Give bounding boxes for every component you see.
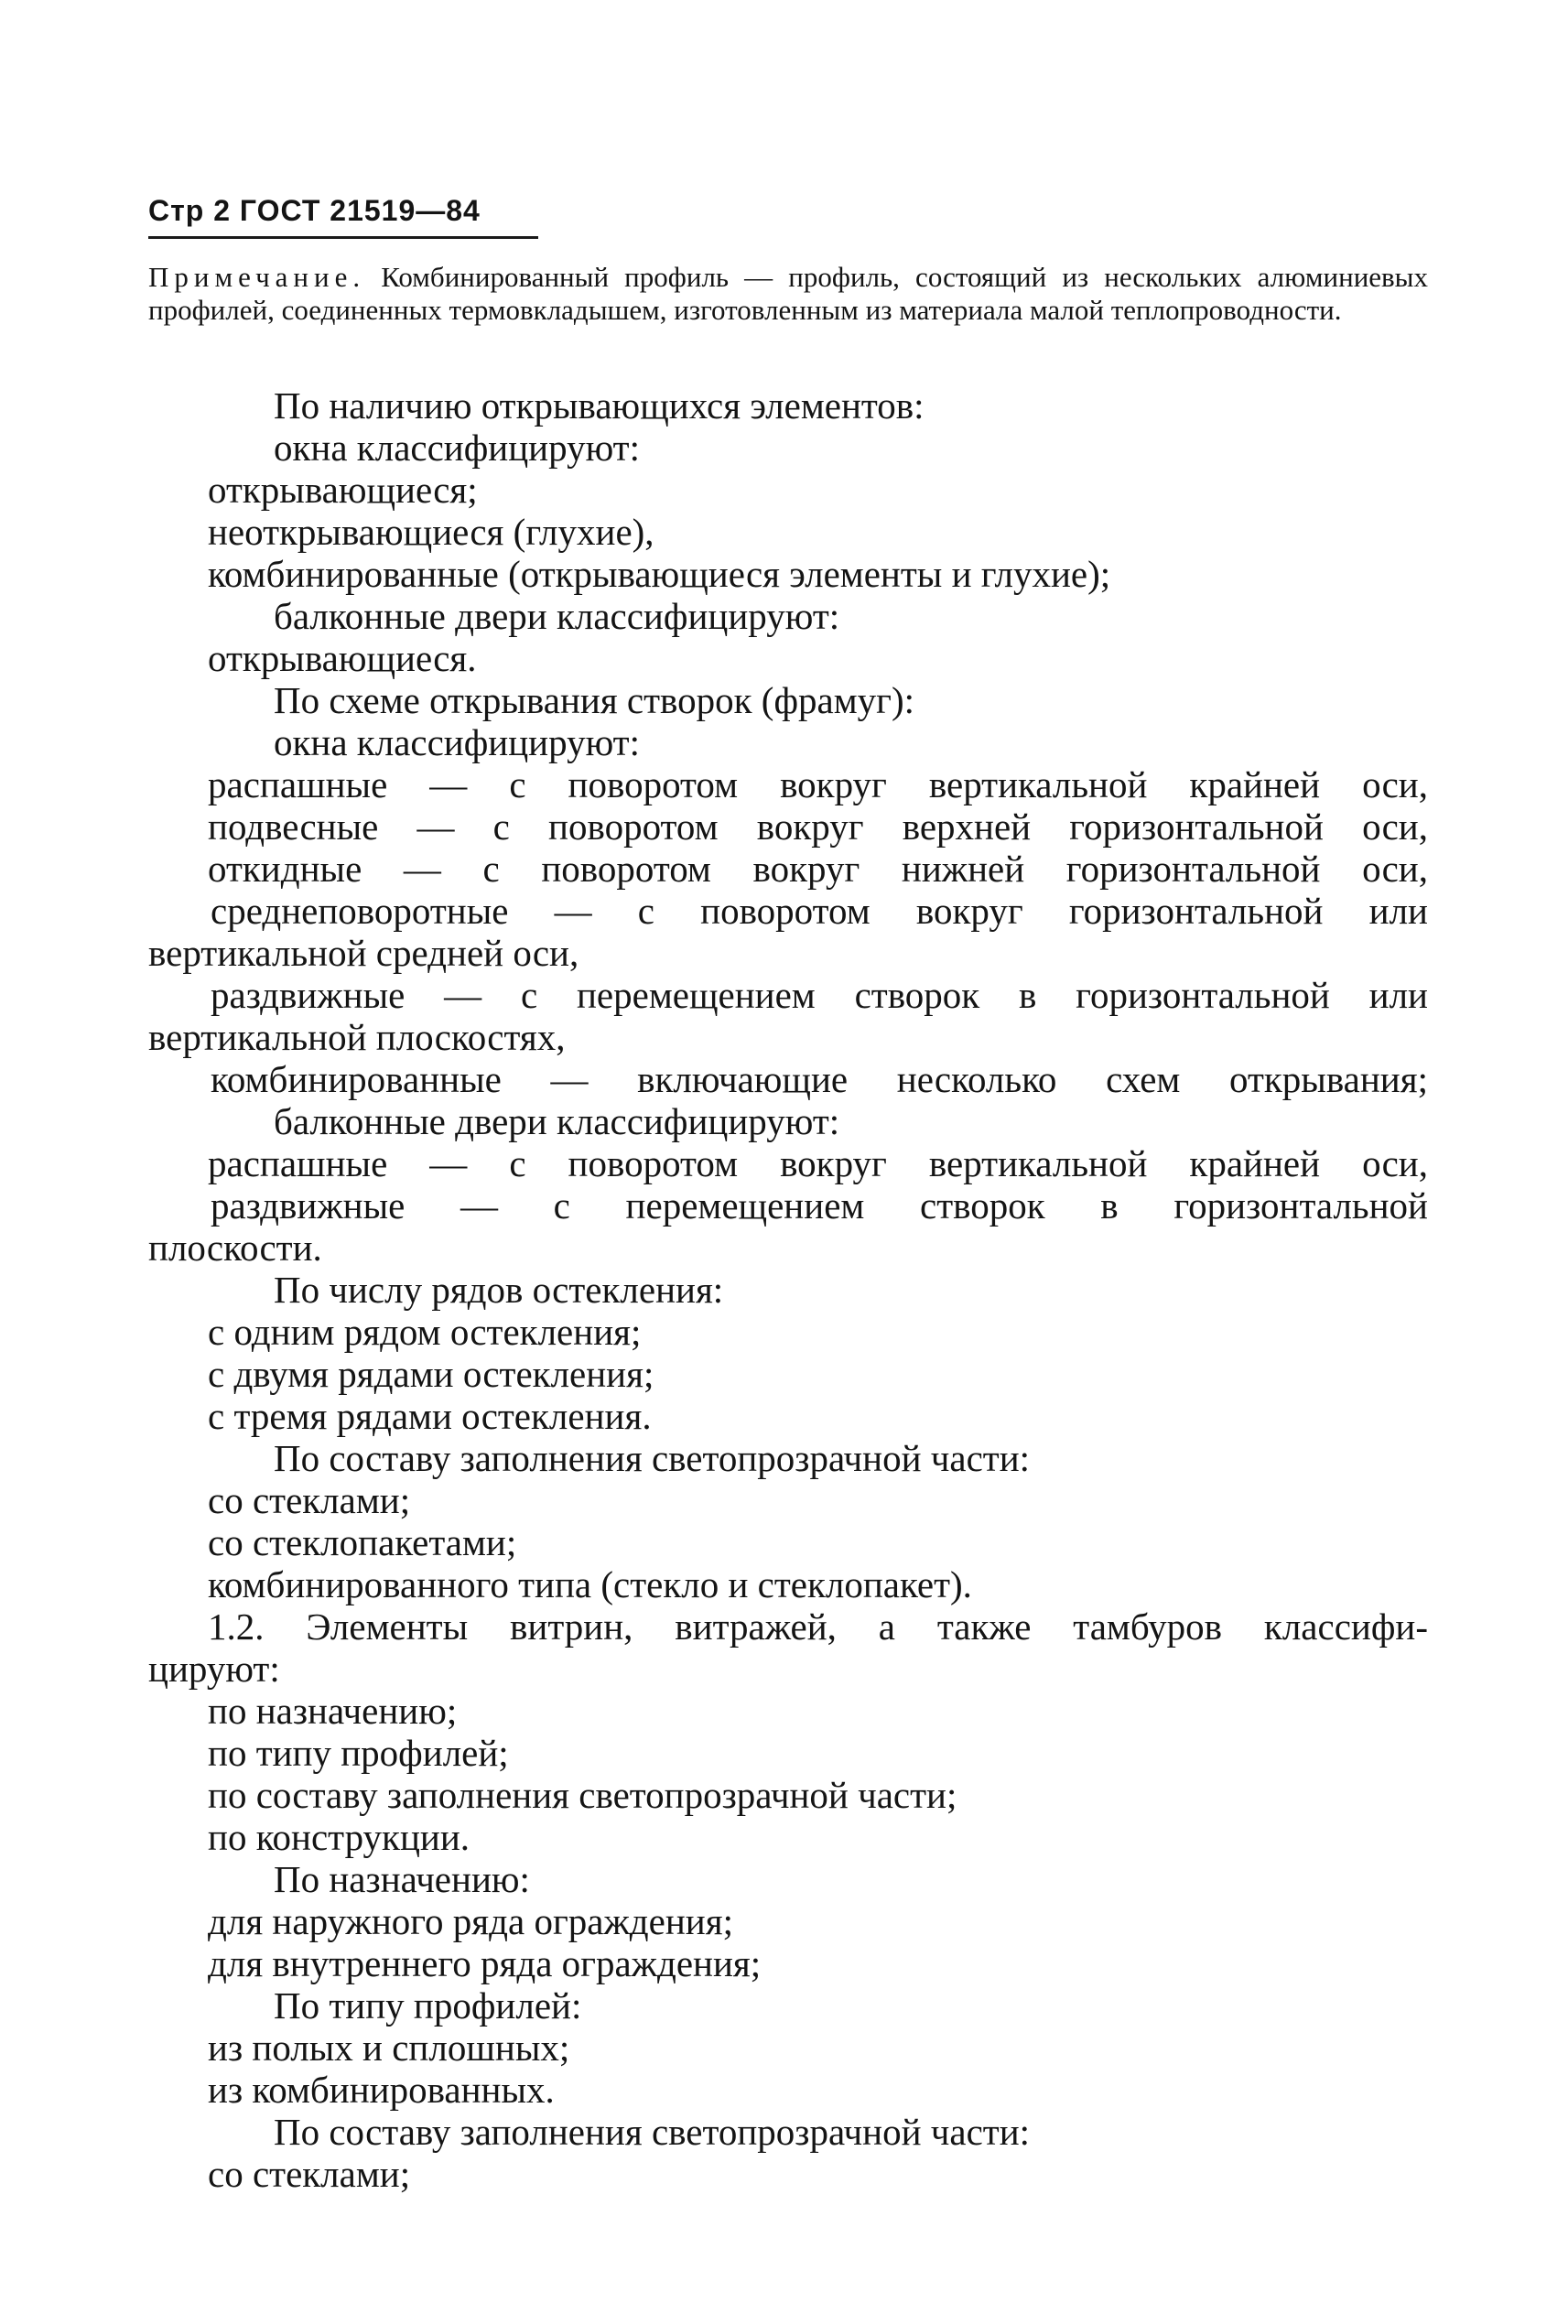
text-line: По числу рядов остекления: xyxy=(274,1269,724,1311)
text-line: балконные двери классифицируют: xyxy=(274,1100,840,1142)
text-line: По наличию открывающихся элементов: xyxy=(274,384,925,427)
text-line: откидные — с поворотом вокруг нижней горизонтальной оси, xyxy=(208,848,1428,890)
text-line: По составу заполнения светопрозрачной части: xyxy=(274,2111,1031,2153)
text-line: со стеклопакетами; xyxy=(208,1521,517,1563)
text-line: балконные двери классифицируют: xyxy=(274,595,840,637)
text-line: неоткрывающиеся (глухие), xyxy=(208,511,654,553)
text-line: По типу профилей: xyxy=(274,1984,582,2027)
text-line: распашные — с поворотом вокруг вертикальной крайней оси, xyxy=(208,1142,1428,1184)
header-rule xyxy=(148,236,538,239)
text-line: цируют: xyxy=(148,1648,280,1690)
text-line: для наружного ряда ограждения; xyxy=(208,1900,733,1942)
text-line: подвесные — с поворотом вокруг верхней горизонтальной оси, xyxy=(208,805,1428,848)
text-line: комбинированные — включающие несколько схем открывания; xyxy=(211,1058,1428,1100)
text-line: 1.2. Элементы витрин, витражей, а также тамбуров классифи- xyxy=(208,1605,1428,1648)
note-paragraph xyxy=(148,261,1428,327)
text-line: по назначению; xyxy=(208,1690,458,1732)
text-line: распашные — с поворотом вокруг вертикальной крайней оси, xyxy=(208,763,1428,805)
text-line: раздвижные — с перемещением створок в горизонтальной xyxy=(211,1184,1428,1227)
text-line: из комбинированных. xyxy=(208,2069,555,2111)
text-line: По составу заполнения светопрозрачной части: xyxy=(274,1437,1031,1479)
text-line: по типу профилей; xyxy=(208,1732,509,1774)
text-line: комбинированные (открывающиеся элементы и глухие); xyxy=(208,553,1111,595)
text-line: с тремя рядами остекления. xyxy=(208,1395,652,1437)
page-header: Стр 2 ГОСТ 21519—84 xyxy=(148,194,481,227)
text-line: со стеклами; xyxy=(208,2153,411,2195)
text-line: окна классифицируют: xyxy=(274,721,640,763)
text-line: по конструкции. xyxy=(208,1816,470,1858)
text-line: с одним рядом остекления; xyxy=(208,1311,642,1353)
text-line: По назначению: xyxy=(274,1858,530,1900)
text-line: раздвижные — с перемещением створок в горизонтальной или xyxy=(211,974,1428,1016)
note-text: Комбинированный профиль — профиль, состоящий из нескольких алюминиевых профилей, соединенных термовкладышем, изготовленным из материала малой теплопроводности. xyxy=(148,261,1429,326)
text-line: со стеклами; xyxy=(208,1479,411,1521)
text-line: По схеме открывания створок (фрамуг): xyxy=(274,679,915,721)
text-line: для внутреннего ряда ограждения; xyxy=(208,1942,762,1984)
text-line: вертикальной плоскостях, xyxy=(148,1016,566,1058)
text-line: среднеповоротные — с поворотом вокруг горизонтальной или xyxy=(211,890,1428,932)
text-line: открывающиеся. xyxy=(208,637,477,679)
text-line: с двумя рядами остекления; xyxy=(208,1353,654,1395)
text-line: из полых и сплошных; xyxy=(208,2027,570,2069)
note-label: Примечание. xyxy=(148,261,366,293)
text-line: комбинированного типа (стекло и стеклопакет). xyxy=(208,1563,972,1605)
text-line: по составу заполнения светопрозрачной части; xyxy=(208,1774,957,1816)
text-line: плоскости. xyxy=(148,1227,322,1269)
text-line: окна классифицируют: xyxy=(274,427,640,469)
text-line: открывающиеся; xyxy=(208,469,478,511)
text-line: вертикальной средней оси, xyxy=(148,932,579,974)
